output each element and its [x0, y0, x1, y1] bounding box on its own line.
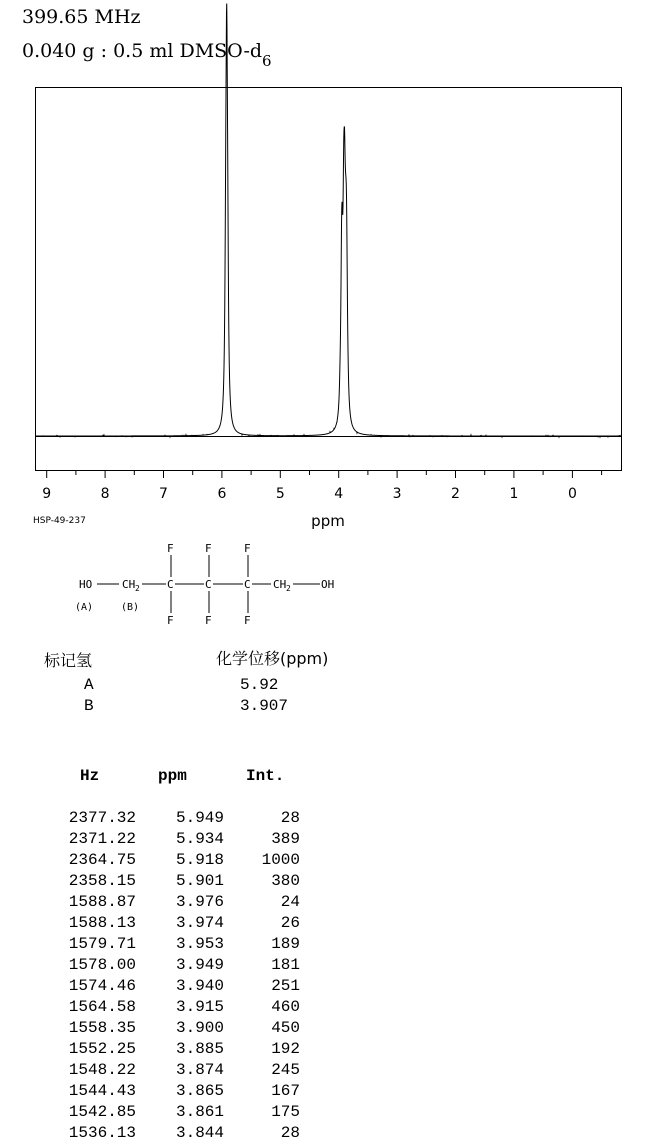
hz-cell: 1578.00: [40, 956, 136, 974]
ppm-cell: 3.900: [150, 1019, 224, 1037]
table-row: [0, 872, 652, 893]
hz-cell: 1548.22: [40, 1061, 136, 1079]
hz-cell: 1588.13: [40, 914, 136, 932]
ch2-left-subscript: 2: [135, 584, 140, 593]
intensity-cell: 380: [240, 872, 300, 890]
table-row: [0, 1124, 652, 1145]
ppm-cell: 5.949: [150, 809, 224, 827]
x-tick-label: 0: [568, 486, 577, 502]
assignment-header-label: 标记氢: [44, 648, 92, 671]
intensity-cell: 181: [240, 956, 300, 974]
table-row: [0, 1040, 652, 1061]
ppm-cell: 5.934: [150, 830, 224, 848]
table-row: [0, 977, 652, 998]
ppm-cell: 3.844: [150, 1124, 224, 1142]
ch2-right: CH: [273, 578, 286, 591]
ppm-cell: 3.949: [150, 956, 224, 974]
intensity-cell: 28: [240, 1124, 300, 1142]
hz-cell: 1542.85: [40, 1103, 136, 1121]
x-tick-label: 2: [451, 486, 460, 502]
peak-table-header-ppm: ppm: [158, 767, 187, 785]
fluorine: F: [244, 542, 251, 555]
assignment-label: B: [84, 697, 94, 715]
intensity-cell: 26: [240, 914, 300, 932]
fluorine: F: [205, 542, 212, 555]
fluorine: F: [244, 614, 251, 627]
table-row: [0, 935, 652, 956]
hz-cell: 2358.15: [40, 872, 136, 890]
carbon-1: C: [167, 578, 174, 591]
x-tick-label: 6: [217, 486, 226, 502]
ppm-cell: 3.953: [150, 935, 224, 953]
oh-group: OH: [321, 578, 334, 591]
nmr-spectrum-chart: [0, 0, 652, 540]
ppm-cell: 3.865: [150, 1082, 224, 1100]
ppm-cell: 3.861: [150, 1103, 224, 1121]
hz-cell: 1579.71: [40, 935, 136, 953]
fluorine: F: [167, 542, 174, 555]
hz-cell: 1552.25: [40, 1040, 136, 1058]
hz-cell: 1574.46: [40, 977, 136, 995]
hz-cell: 1588.87: [40, 893, 136, 911]
sample-text: 0.040 g : 0.5 ml DMSO-d: [22, 40, 262, 62]
intensity-cell: 460: [240, 998, 300, 1016]
fluorine: F: [167, 614, 174, 627]
intensity-cell: 389: [240, 830, 300, 848]
hz-cell: 2364.75: [40, 851, 136, 869]
assignment-shift: 5.92: [240, 676, 278, 694]
fluorine: F: [205, 614, 212, 627]
hz-cell: 2371.22: [40, 830, 136, 848]
peak-table-header-int: Int.: [246, 767, 284, 785]
ch2-right-subscript: 2: [286, 584, 291, 593]
table-row: [0, 1061, 652, 1082]
intensity-cell: 24: [240, 893, 300, 911]
intensity-cell: 245: [240, 1061, 300, 1079]
hz-cell: 1558.35: [40, 1019, 136, 1037]
carbon-3: C: [244, 578, 251, 591]
hz-cell: 1544.43: [40, 1082, 136, 1100]
table-row: [0, 809, 652, 830]
spectrometer-frequency: 399.65 MHz: [22, 6, 141, 28]
table-row: [0, 830, 652, 851]
table-row: [0, 893, 652, 914]
ppm-cell: 3.940: [150, 977, 224, 995]
intensity-cell: 251: [240, 977, 300, 995]
x-tick-label: 3: [393, 486, 402, 502]
label-a: (A): [75, 602, 93, 613]
intensity-cell: 175: [240, 1103, 300, 1121]
ppm-cell: 3.974: [150, 914, 224, 932]
x-axis: [42, 118, 601, 502]
spectrum-code: HSP-49-237: [33, 516, 86, 526]
table-row: [0, 851, 652, 872]
spectrum-trace: [36, 4, 621, 438]
x-axis-label: ppm: [311, 512, 345, 530]
intensity-cell: 192: [240, 1040, 300, 1058]
x-tick-label: 9: [42, 486, 51, 502]
ppm-cell: 5.901: [150, 872, 224, 890]
intensity-cell: 167: [240, 1082, 300, 1100]
ppm-cell: 5.918: [150, 851, 224, 869]
assignment-shift: 3.907: [240, 697, 288, 715]
x-tick-label: 8: [101, 486, 110, 502]
ppm-cell: 3.885: [150, 1040, 224, 1058]
hz-cell: 2377.32: [40, 809, 136, 827]
intensity-cell: 450: [240, 1019, 300, 1037]
intensity-cell: 189: [240, 935, 300, 953]
assignment-label: A: [84, 676, 94, 694]
table-row: [0, 1019, 652, 1040]
intensity-cell: 28: [240, 809, 300, 827]
intensity-cell: 1000: [240, 851, 300, 869]
plot-frame: [36, 88, 622, 471]
x-tick-label: 1: [509, 486, 518, 502]
assignment-header-shift: 化学位移(ppm): [216, 646, 328, 669]
table-row: [0, 998, 652, 1019]
table-row: [0, 956, 652, 977]
hz-cell: 1564.58: [40, 998, 136, 1016]
ppm-cell: 3.976: [150, 893, 224, 911]
peak-table-header-hz: Hz: [80, 767, 99, 785]
table-row: [0, 1082, 652, 1103]
ppm-cell: 3.874: [150, 1061, 224, 1079]
label-b: (B): [121, 602, 139, 613]
hz-cell: 1536.13: [40, 1124, 136, 1142]
table-row: [0, 1103, 652, 1124]
x-tick-label: 5: [276, 486, 285, 502]
structure-diagram: [70, 540, 370, 630]
table-row: [0, 914, 652, 935]
ppm-cell: 3.915: [150, 998, 224, 1016]
x-tick-label: 7: [159, 486, 168, 502]
x-tick-label: 4: [334, 486, 343, 502]
sample-subscript: 6: [262, 52, 272, 70]
ho-group: HO: [79, 578, 92, 591]
ch2-left: CH: [122, 578, 135, 591]
carbon-2: C: [205, 578, 212, 591]
